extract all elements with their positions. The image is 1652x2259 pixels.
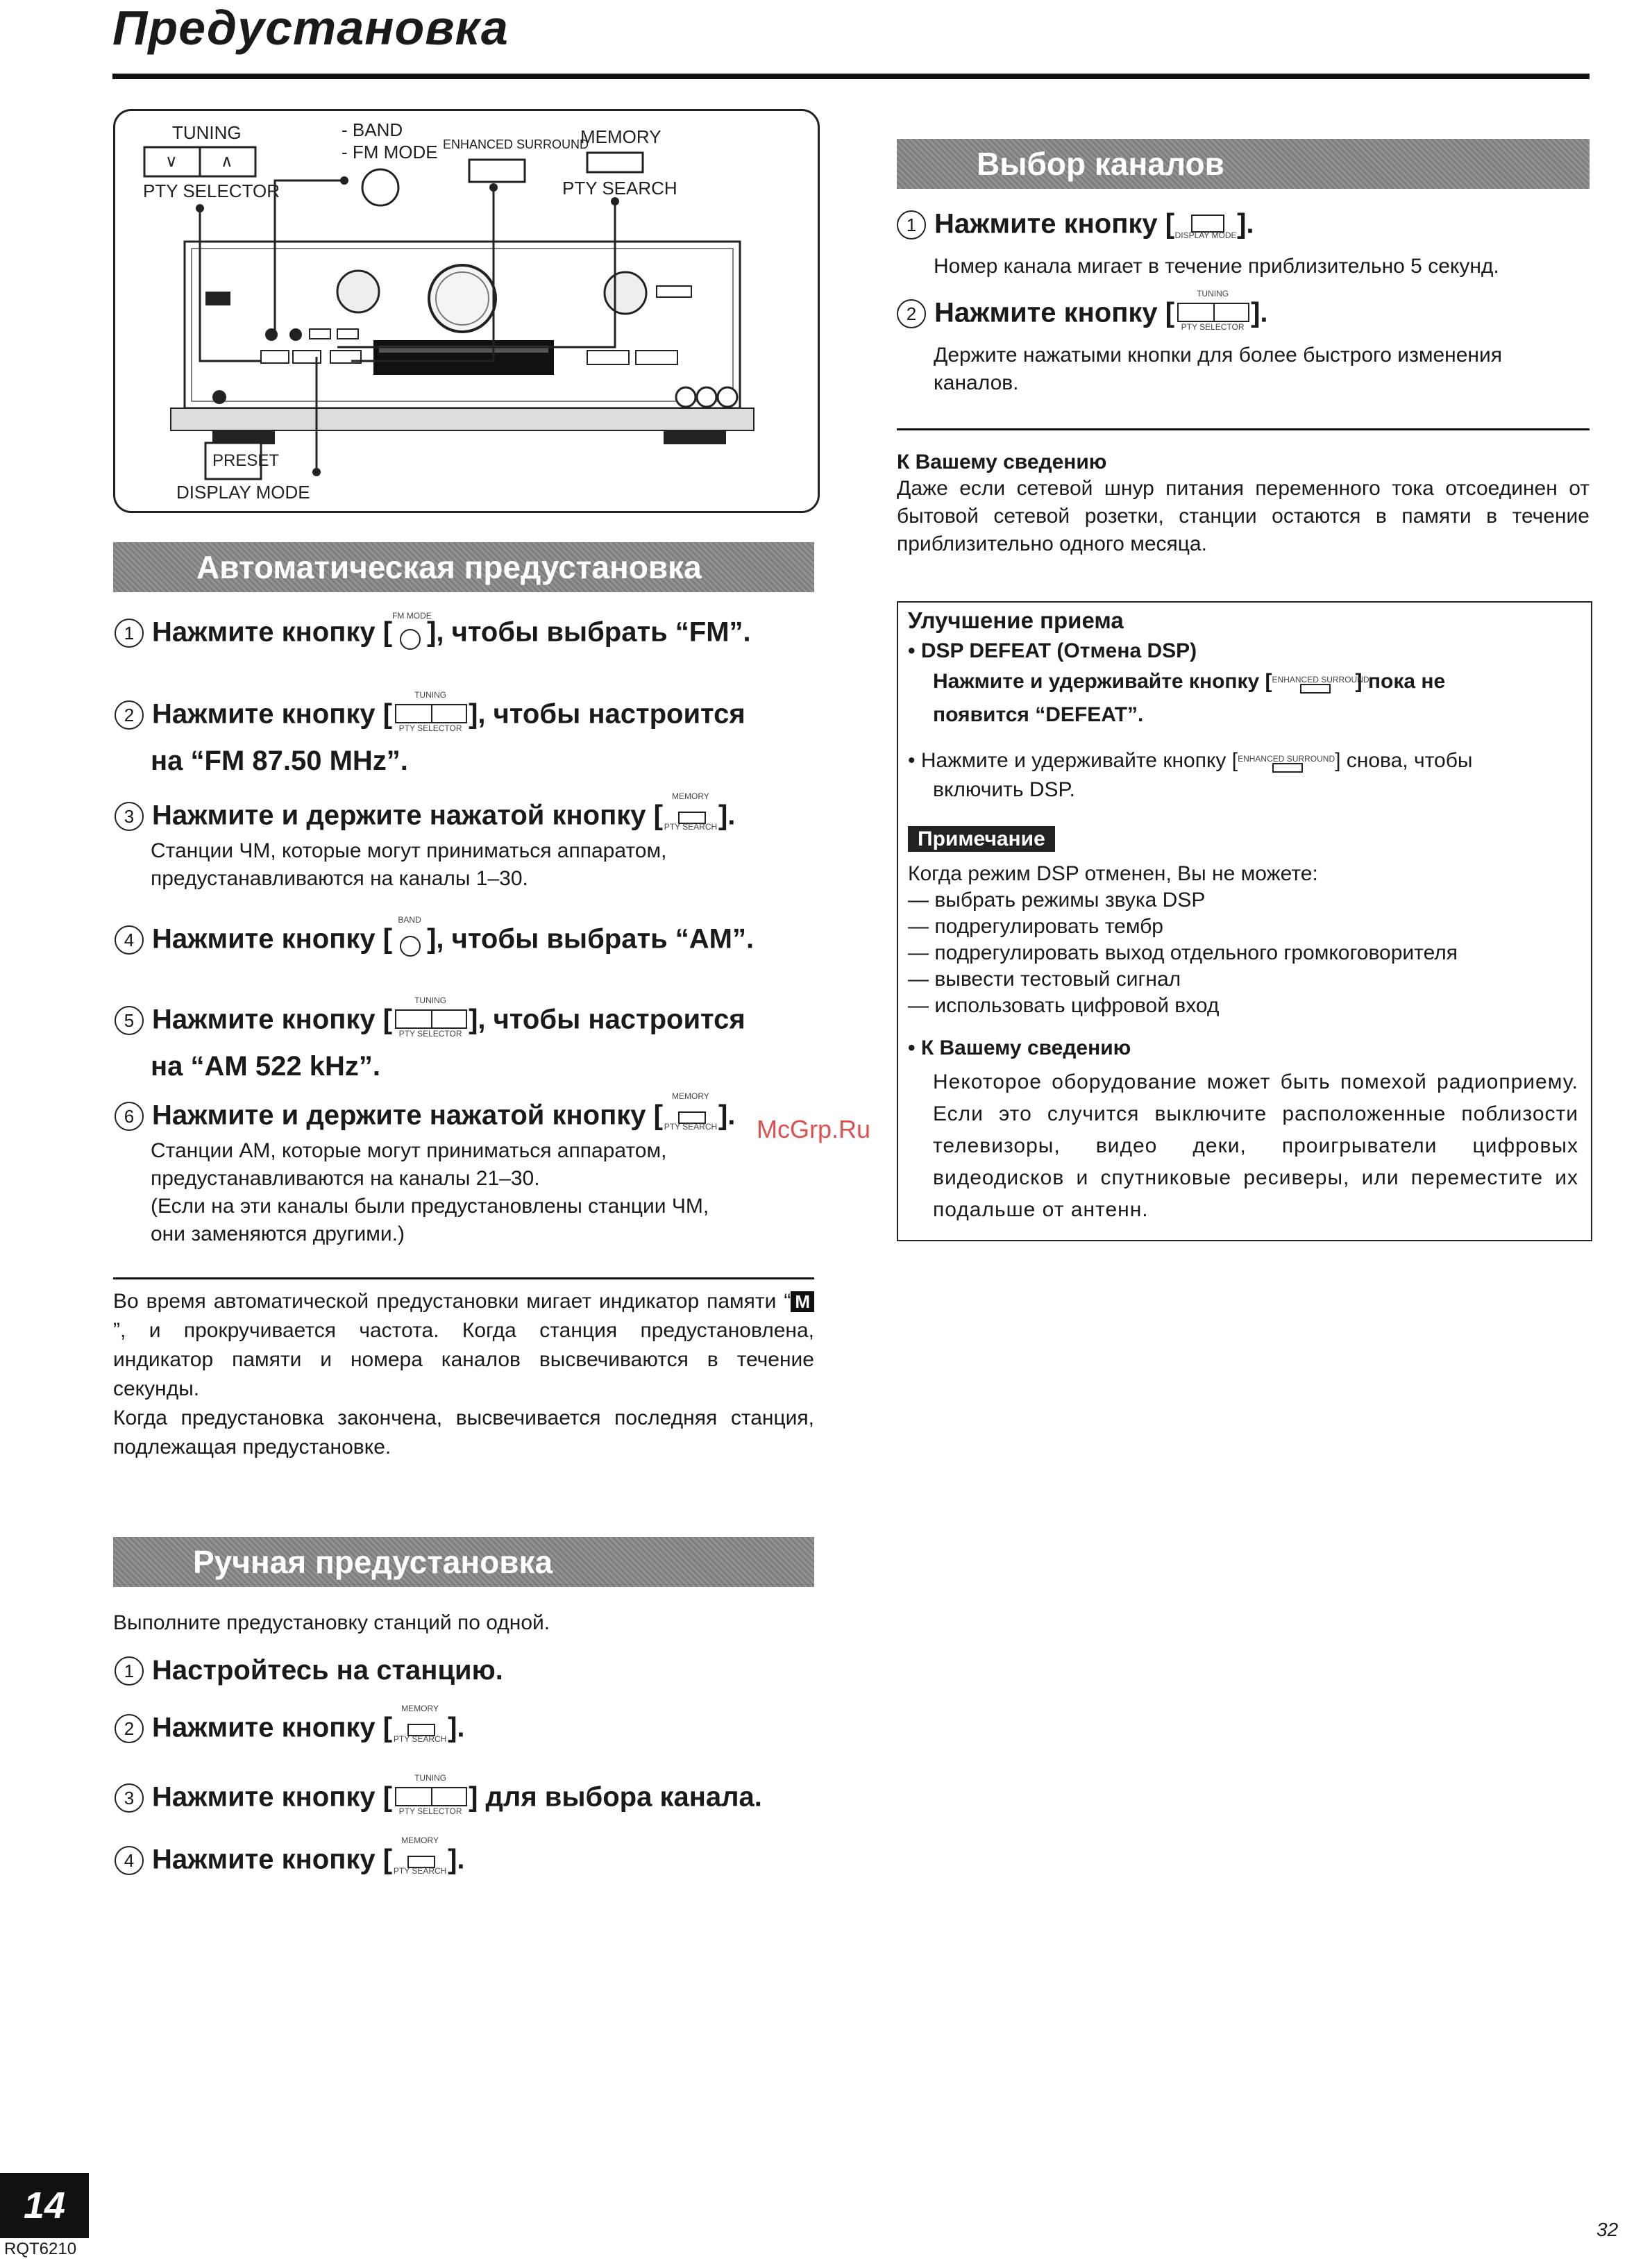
auto-step-6-desc: Станции АМ, которые могут приниматься аппаратом, предустанавливаются на каналы 21–30. (Если на эти каналы были предустановлены станции ЧМ, они заменяются другими.) bbox=[151, 1139, 709, 1245]
auto-step-6: 6 Нажмите и держите нажатой кнопку [ MEMORY PTY SEARCH ]. bbox=[115, 1100, 735, 1134]
auto-step-2-detail: на “FM 87.50 MHz”. bbox=[151, 746, 408, 776]
auto-step-1: 1 Нажмите кнопку [ FM MODE ], чтобы выбрать “FM”. bbox=[115, 616, 751, 651]
dsp-enable-step-cont: включить DSP. bbox=[933, 778, 1075, 801]
band-button-outline bbox=[362, 169, 398, 205]
page-number: 14 bbox=[0, 2173, 89, 2238]
tuning-key-icon: TUNING PTY SELECTOR bbox=[1174, 297, 1251, 332]
channel-note-text: Даже если сетевой шнур питания переменного тока отсоединен от бытовой сетевой розетки, станции остаются в памяти в течение приблизительно одного месяца. bbox=[897, 477, 1590, 555]
receiver-diagram bbox=[113, 109, 820, 513]
note-item: — использовать цифровой вход bbox=[908, 994, 1220, 1017]
manual-step-2: 2 Нажмите кнопку [ MEMORY PTY SEARCH ]. bbox=[115, 1712, 465, 1747]
dsp-defeat-step-cont: появится “DEFEAT”. bbox=[933, 703, 1144, 726]
auto-step-2: 2 Нажмите кнопку [ TUNING PTY SELECTOR ], чтобы настроится bbox=[115, 698, 745, 733]
dsp-defeat-step: Нажмите и удерживайте кнопку [ ENHANCED SURROUND ] пока не bbox=[933, 668, 1445, 696]
label-pty-selector: PTY SELECTOR bbox=[143, 180, 280, 201]
fyi-text: Некоторое оборудование может быть помехой радиоприему. Если это случится выключите расположенные поблизости телевизоры, видео деки, проигрыватели цифровых видеодисков и спутниковые ресиверы, или переместите их подальше от антенн. bbox=[933, 1070, 1578, 1221]
tuning-up-arrow: ∧ bbox=[221, 152, 233, 171]
channel-select-heading: Выбор каналов bbox=[897, 139, 1590, 189]
channel-step-1: 1 Нажмите кнопку [ DISPLAY MODE ]. bbox=[897, 208, 1254, 243]
auto-step-5: 5 Нажмите кнопку [ TUNING PTY SELECTOR ], чтобы настроится bbox=[115, 1004, 745, 1039]
label-fm-mode: - FM MODE bbox=[342, 142, 438, 162]
channel-divider bbox=[897, 428, 1590, 430]
enhanced-surround-key-icon: ENHANCED SURROUND bbox=[1272, 669, 1356, 696]
dsp-enable-step: • Нажмите и удерживайте кнопку [ ENHANCED SURROUND ] снова, чтобы bbox=[908, 747, 1472, 775]
label-enhanced-surround: ENHANCED SURROUND bbox=[443, 137, 589, 151]
memory-key-icon: MEMORY PTY SEARCH bbox=[664, 1091, 718, 1132]
preset-display-mode-key-icon: DISPLAY MODE bbox=[1174, 208, 1237, 243]
label-memory: MEMORY bbox=[580, 126, 661, 147]
manual-intro: Выполните предустановку станций по одной. bbox=[113, 1611, 550, 1634]
enhanced-surround-key-icon: ENHANCED SURROUND bbox=[1238, 748, 1335, 775]
band-fm-mode-key-icon: BAND bbox=[392, 923, 427, 958]
auto-step-5-detail: на “AM 522 kHz”. bbox=[151, 1051, 380, 1082]
label-preset: PRESET bbox=[212, 451, 280, 470]
label-tuning: TUNING bbox=[172, 122, 242, 143]
auto-step-4: 4 Нажмите кнопку [ BAND ], чтобы выбрать “AM”. bbox=[115, 923, 754, 958]
memory-key-icon: MEMORY PTY SEARCH bbox=[393, 1704, 447, 1744]
tuning-key-icon: TUNING PTY SELECTOR bbox=[392, 1781, 469, 1816]
note-item: — вывести тестовый сигнал bbox=[908, 968, 1181, 991]
display-panel bbox=[373, 340, 554, 375]
channel-step-2: 2 Нажмите кнопку [ TUNING PTY SELECTOR ]. bbox=[897, 297, 1268, 332]
manual-step-1: 1 Настройтесь на станцию. bbox=[115, 1655, 503, 1686]
auto-step-3: 3 Нажмите и держите нажатой кнопку [ MEMORY PTY SEARCH ]. bbox=[115, 800, 735, 834]
selector-knob bbox=[605, 272, 646, 314]
volume-knob-left bbox=[337, 271, 379, 312]
manual-preset-heading: Ручная предустановка bbox=[113, 1537, 814, 1587]
tuning-key-icon: TUNING PTY SELECTOR bbox=[392, 1004, 469, 1039]
title-divider bbox=[112, 74, 1590, 79]
dsp-defeat-title: • DSP DEFEAT (Отмена DSP) bbox=[908, 639, 1197, 662]
tuning-down-arrow: ∨ bbox=[165, 152, 178, 171]
manual-step-4: 4 Нажмите кнопку [ MEMORY PTY SEARCH ]. bbox=[115, 1844, 465, 1879]
note-tag: Примечание bbox=[908, 828, 1055, 851]
corner-number: 32 bbox=[1596, 2219, 1619, 2240]
memory-key-icon: MEMORY PTY SEARCH bbox=[393, 1836, 447, 1876]
memory-key-icon: MEMORY PTY SEARCH bbox=[664, 791, 718, 832]
band-fm-mode-key-icon: FM MODE bbox=[392, 616, 427, 651]
fyi-title: • К Вашему сведению bbox=[908, 1036, 1131, 1059]
channel-note-title: К Вашему сведению bbox=[897, 451, 1107, 473]
label-display-mode: DISPLAY MODE bbox=[176, 482, 310, 503]
note-item: — подрегулировать выход отдельного громкоговорителя bbox=[908, 941, 1458, 964]
label-pty-search: PTY SEARCH bbox=[562, 178, 677, 199]
manual-step-3: 3 Нажмите кнопку [ TUNING PTY SELECTOR ] для выбора канала. bbox=[115, 1781, 762, 1816]
watermark: McGrp.Ru bbox=[757, 1115, 871, 1143]
page-title: Предустановка bbox=[112, 1, 509, 55]
memory-indicator-icon: M bbox=[791, 1291, 814, 1312]
note-item: — выбрать режимы звука DSP bbox=[908, 889, 1206, 912]
tuning-key-icon: TUNING PTY SELECTOR bbox=[392, 698, 469, 733]
reception-title: Улучшение приема bbox=[908, 607, 1124, 633]
channel-step-2-desc: Держите нажатыми кнопки для более быстрого изменения каналов. bbox=[934, 344, 1502, 394]
auto-step-3-desc: Станции ЧМ, которые могут приниматься аппаратом, предустанавливаются на каналы 1–30. bbox=[151, 839, 667, 890]
auto-preset-heading: Автоматическая предустановка bbox=[113, 542, 814, 592]
label-band: - BAND bbox=[342, 119, 403, 140]
note-list: Когда режим DSP отменен, Вы не можете: — выбрать режимы звука DSP — подрегулировать тембр — подрегулировать выход отдельного громкоговорителя — вывести тестовый сигнал — использовать цифровой вход bbox=[908, 861, 1458, 1019]
auto-divider bbox=[113, 1277, 814, 1279]
channel-step-1-desc: Номер канала мигает в течение приблизительно 5 секунд. bbox=[934, 255, 1499, 278]
note-item: — подрегулировать тембр bbox=[908, 915, 1163, 938]
doc-code: RQT6210 bbox=[4, 2240, 77, 2258]
auto-info-text: Во время автоматической предустановки мигает индикатор памяти “ M”, и прокручивается частота. Когда станция предустановлена, индикатор памяти и номера каналов высвечиваются в течение секунды. Когда предустановка закончена, высвечивается последняя станция, подлежащая предустановке. bbox=[113, 1290, 814, 1459]
volume-knob bbox=[429, 265, 496, 332]
